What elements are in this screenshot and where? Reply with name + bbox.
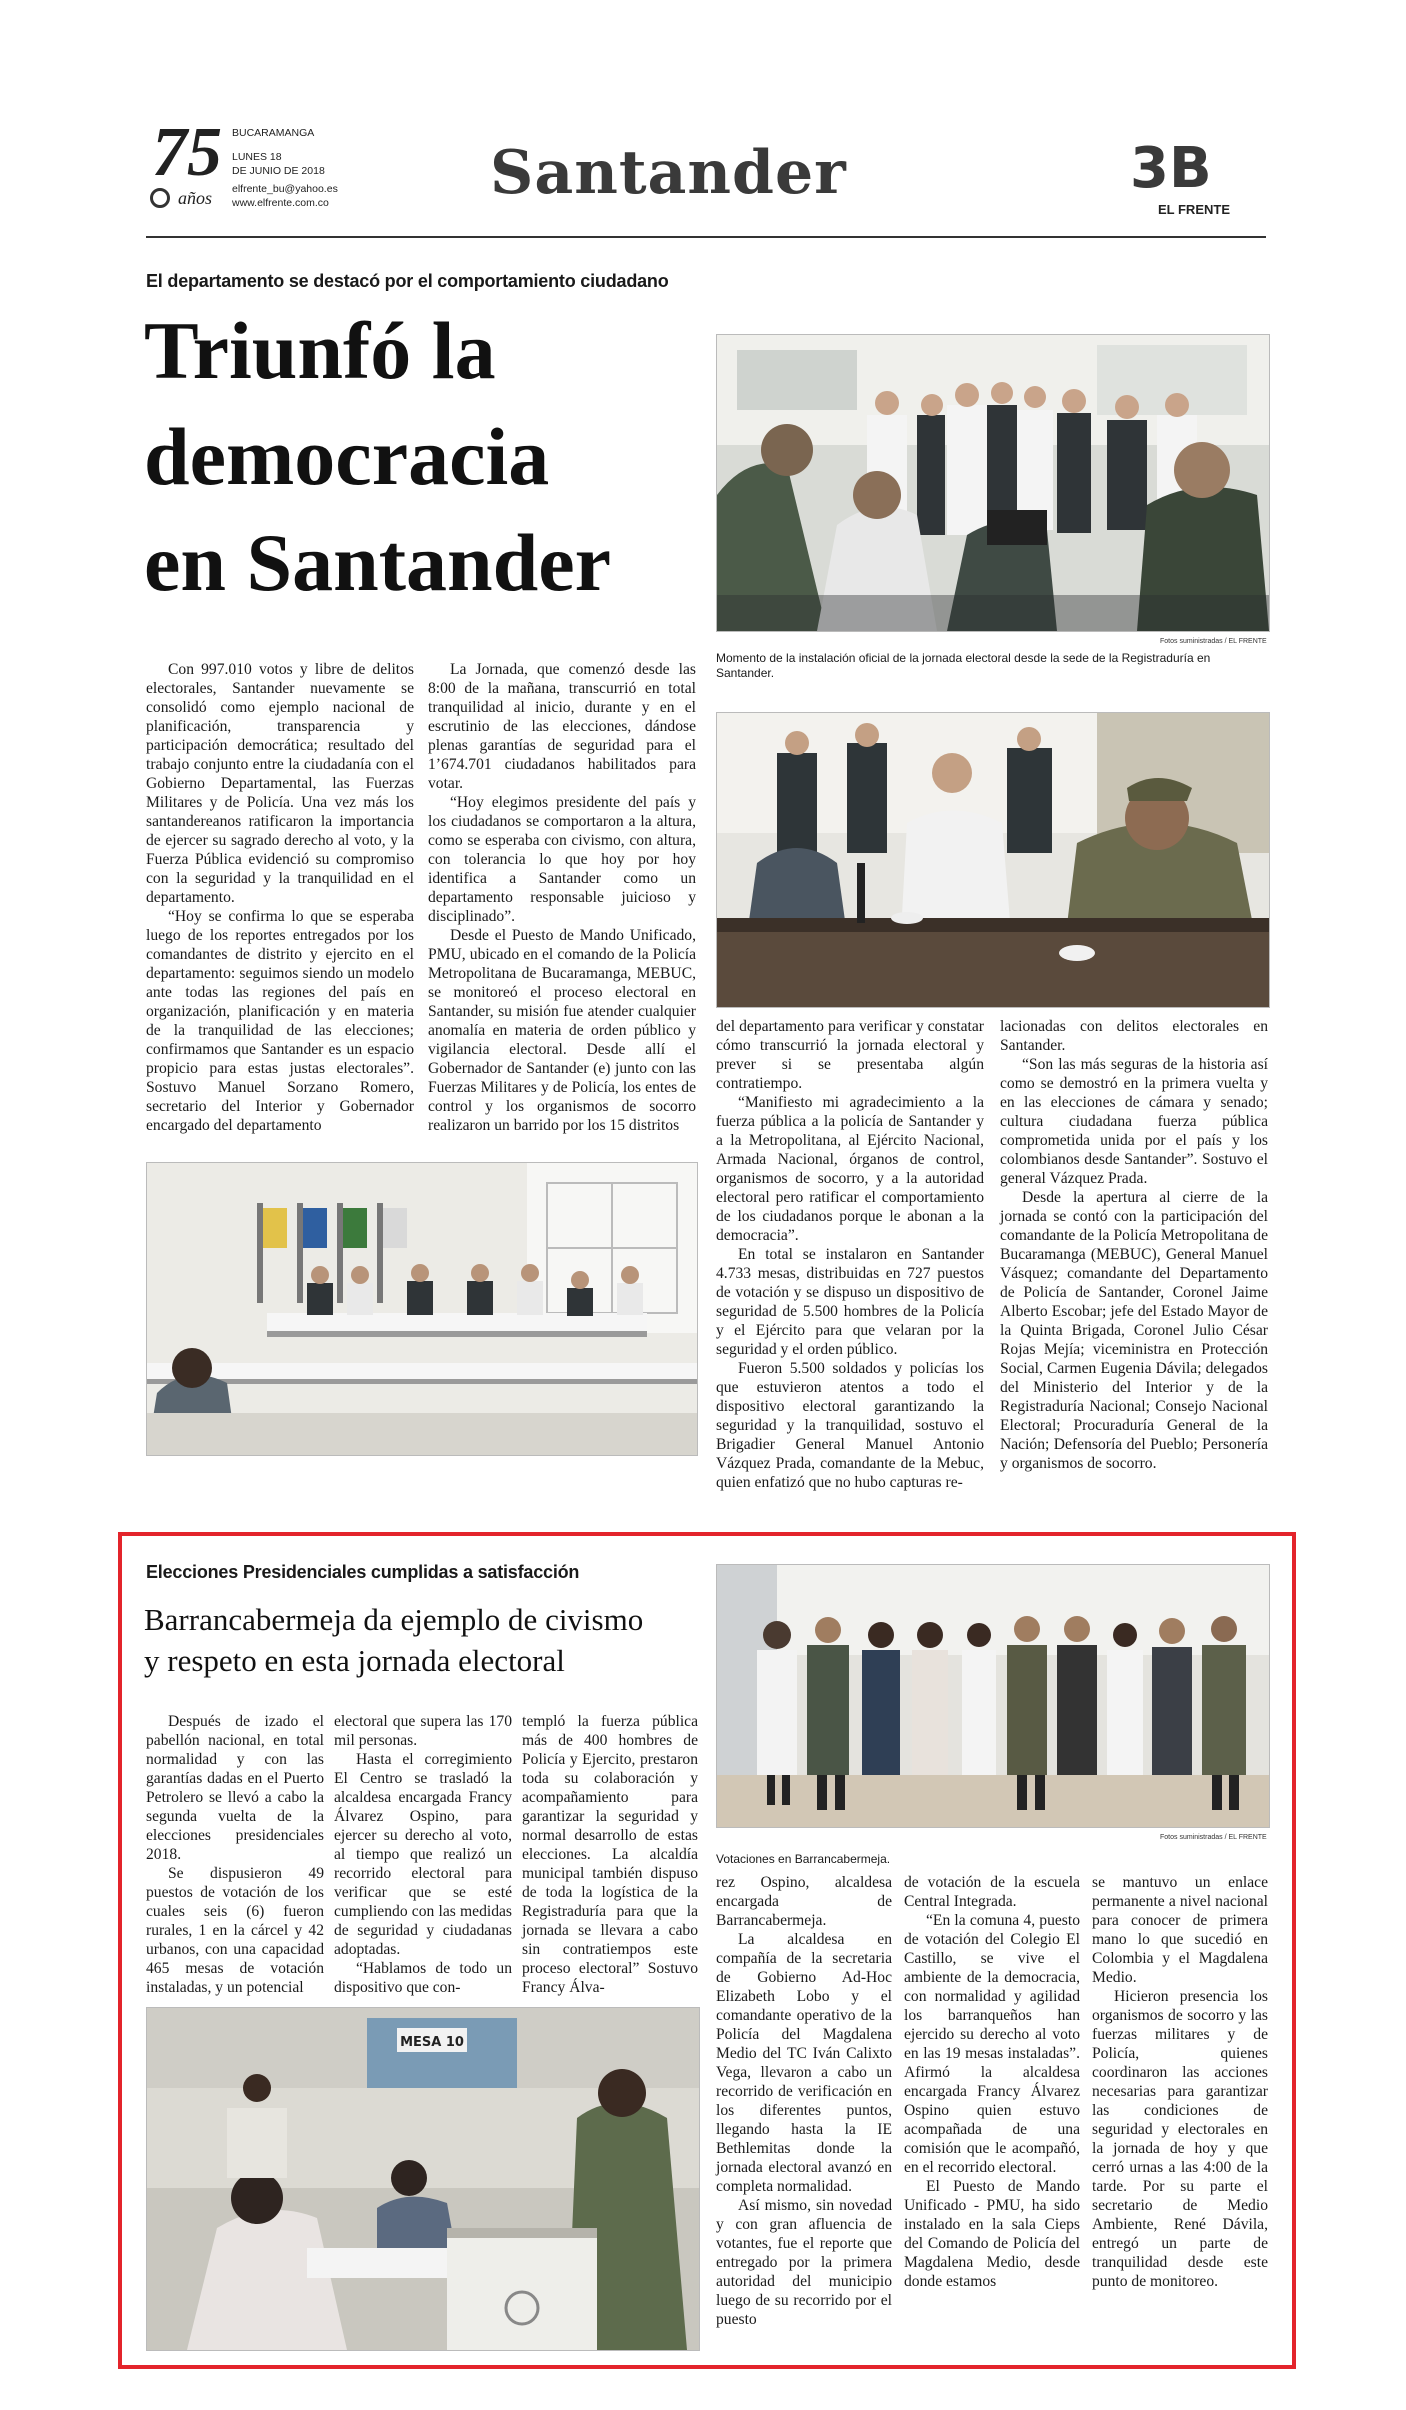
meeting-room-image xyxy=(147,1163,697,1455)
publication-name: EL FRENTE xyxy=(1158,202,1230,217)
page-number: 3B xyxy=(1130,136,1212,201)
paragraph: rez Ospino, alcaldesa encargada de Barrancabermeja. xyxy=(716,1874,892,1929)
article2-headline xyxy=(144,1599,643,1681)
paragraph: “Hoy se confirma lo que se esperaba luego de los reportes entregados por los comandantes de distrito y ejercito en el departamento: seguimos siendo un modelo ante todas las regiones del país en organización, planificación y en materia de la tranquilidad de las elecciones; confirmamos que Santander es un espacio propicio para estas justas electorales”. Sostuvo Manuel Sorzano Romero, secretario del Interior y Gobernador encargado del departamento xyxy=(146,908,414,1134)
paragraph: En total se instalaron en Santander 4.733 mesas, distribuidas en 727 puestos de votación y se dispuso un dispositivo de seguridad de 5.500 hombres de la Policía y el Ejército para que velaran por la seguridad y el orden público. xyxy=(716,1246,984,1358)
section-title: Santander xyxy=(490,138,847,208)
voting-booth-image xyxy=(147,2008,699,2350)
press-crowd-image xyxy=(717,335,1269,631)
article1-caption: Momento de la instalación oficial de la jornada electoral desde la sede de la Registraduría en Santander. xyxy=(716,651,1211,680)
photo-voting-booth xyxy=(146,2007,700,2351)
article2-col6 xyxy=(1092,1873,1268,2291)
paragraph: Desde el Puesto de Mando Unificado, PMU, ubicado en el comando de la Policía Metropolitana de Bucaramanga, MEBUC, se monitoreó el proceso electoral en Santander, su misión fue atender cualquier anomalía en materia de orden público y vigilancia electoral. Desde allí el Gobernador de Santander (e) junto con las Fuerzas Militares y de Policía, los entes de control y los organismos de socorro realizaron un barrido por los 15 distritos xyxy=(428,927,696,1134)
paragraph: El Puesto de Mando Unificado - PMU, ha sido instalado en la sala Cieps del Comando de Policía del Magdalena Medio, desde donde estamos xyxy=(904,2178,1080,2290)
paragraph: Se dispusieron 49 puestos de votación de los cuales seis (6) fueron rurales, 1 en la cárcel y 42 urbanos, con una capacidad 465 mesas de votación instaladas, y un potencial xyxy=(146,1865,324,1996)
issue-day: LUNES 18 xyxy=(232,151,282,163)
article2-col4 xyxy=(716,1873,892,2329)
headline-line: democracia xyxy=(144,411,550,502)
article1-col3 xyxy=(716,1017,984,1492)
paragraph: Desde la apertura al cierre de la jornada se contó con la participación del comandante de la Policía Metropolitana de Bucaramanga (MEBUC), General Manuel Vásquez; comandante del Departamento de Policía de Santander, Coronel Jaime Alberto Escobar; jefe del Estado Mayor de la Quinta Brigada, Coronel Julio César Rojas Mejía; viceministra en Protección Social, Carmen Eugenia Dávila; delegados del Ministerio del Interior y de la Registraduría Nacional; Consejo Nacional Electoral; Procuraduría General de la Nación; Defensoría del Pueblo; Personería y organismos de socorro. xyxy=(1000,1189,1268,1472)
paragraph: Después de izado el pabellón nacional, en total normalidad y con las garantías dadas en el Puerto Petrolero se llevó a cabo la segunda vuelta de la elecciones presidenciales 2018. xyxy=(146,1713,324,1863)
article2-col2 xyxy=(334,1712,512,1997)
article2-kicker: Elecciones Presidenciales cumplidas a satisfacción xyxy=(146,1562,580,1582)
paragraph: “Hoy elegimos presidente del país y los ciudadanos se comportaron a la altura, como se esperaba con civismo, con altura, con tolerancia lo que hoy por hoy identifica a Santander como un departamento responsable juicioso y disciplinado”. xyxy=(428,794,696,925)
article2-photo-credit: Fotos suministradas / EL FRENTE xyxy=(1160,1834,1267,1841)
photo-officials-table xyxy=(716,712,1270,1008)
masthead-rule xyxy=(146,236,1266,238)
paragraph: “En la comuna 4, puesto de votación del Colegio El Castillo, se vive el ambiente de la democracia, con normalidad y agilidad los barranqueños han ejercido su derecho al voto en las 19 mesas instaladas”. Afirmó la alcaldesa encargada Francy Álvarez Ospino quien estuvo acompañada de una comisión que le acompañó, en el recorrido electoral. xyxy=(904,1912,1080,2176)
paragraph: La alcaldesa en compañía de la secretaria de Gobierno Ad-Hoc Elizabeth Lobo y el comandante operativo de la Policía del Magdalena Medio del TC Iván Calixto Vega, llevaron a cabo un recorrido de verificación en los diferentes puntos, llegando hasta la IE Bethlemitas donde la jornada electoral avanzó en completa normalidad. xyxy=(716,1931,892,2195)
paragraph: “Manifiesto mi agradecimiento a la fuerza pública a la policía de Santander y a la Metropolitana, al Ejército Nacional, Armada Nacional, órganos de control, organismos de socorro, y a la autoridad electoral pero ratificar el comportamiento de los ciudadanos porque le abonan a la democracia”. xyxy=(716,1094,984,1244)
paragraph: Hicieron presencia los organismos de socorro y las fuerzas militares y de Policía, quienes coordinaron las acciones necesarias para garantizar las condiciones de seguridad y electorales en la jornada de hoy y que cerró urnas a las 4:00 de la tarde. Por su parte el secretario de Medio Ambiente, René Dávila, entregó un parte de tranquilidad desde este punto de monitoreo. xyxy=(1092,1988,1268,2290)
anniversary-word: años xyxy=(178,188,213,208)
article1-headline xyxy=(144,298,611,616)
article1-col1 xyxy=(146,660,414,1135)
paragraph: Hasta el corregimiento El Centro se trasladó la alcaldesa encargada Francy Álvarez Ospino, para ejercer su derecho al voto, al tiempo que realizó un recorrido electoral para verificar que se esté cumpliendo con las medidas de seguridad y ciudadanas adoptadas. xyxy=(334,1751,512,1958)
paragraph: lacionadas con delitos electorales en Santander. xyxy=(1000,1018,1268,1054)
article1-col2 xyxy=(428,660,696,1135)
paragraph: Fueron 5.500 soldados y policías los que estuvieron atentos a todo el dispositivo electoral garantizando la seguridad y la tranquilidad, sostuvo el Brigadier General Manuel Antonio Vázquez Prada, comandante de la Mebuc, quien enfatizó que no hubo capturas re- xyxy=(716,1360,984,1491)
paragraph: Así mismo, sin novedad y con gran afluencia de votantes, fue el reporte que entregado por la primera autoridad del municipio luego de su recorrido por el puesto xyxy=(716,2197,892,2328)
headline-line: en Santander xyxy=(144,517,612,608)
headline-line: y respeto en esta jornada electoral xyxy=(144,1643,565,1678)
paragraph: de votación de la escuela Central Integrada. xyxy=(904,1874,1080,1910)
article2-col3 xyxy=(522,1712,698,1997)
article1-photo-credit: Fotos suministradas / EL FRENTE xyxy=(1160,638,1267,645)
masthead-info xyxy=(232,126,338,210)
article1-col4 xyxy=(1000,1017,1268,1473)
masthead xyxy=(0,0,1406,250)
headline-line: Barrancabermeja da ejemplo de civismo xyxy=(144,1602,644,1637)
city: BUCARAMANGA xyxy=(232,127,315,139)
paragraph: electoral que supera las 170 mil personas. xyxy=(334,1713,512,1749)
article2-col1 xyxy=(146,1712,324,1997)
paragraph: templó la fuerza pública más de 400 hombres de Policía y Ejercito, prestaron toda su colaboración y acompañamiento para garantizar la seguridad y normal desarrollo de estas elecciones. La alcaldía municipal también dispuso de toda la logística de la Registraduría para que la jornada se llevara a cabo sin contratiempos este proceso electoral” Sostuvo Francy Álva- xyxy=(522,1713,698,1996)
booth-sign: MESA 10 xyxy=(400,2035,464,2050)
headline-line: Triunfó la xyxy=(144,305,496,396)
article2-caption: Votaciones en Barrancabermeja. xyxy=(716,1852,891,1866)
photo-group-lineup xyxy=(716,1564,1270,1828)
group-lineup-image xyxy=(717,1565,1269,1827)
paragraph: “Hablamos de todo un dispositivo que con- xyxy=(334,1960,512,1996)
paragraph: “Son las más seguras de la historia así como se demostró en la primera vuelta y en las elecciones de cámara y senado; cultura ciudadana fuerza pública comprometida unida por el país y los colombianos desde Santander”. Sostuvo el general Vázquez Prada. xyxy=(1000,1056,1268,1187)
anniversary-logo xyxy=(150,114,230,218)
photo-press-crowd xyxy=(716,334,1270,632)
anniversary-number: 75 xyxy=(152,114,222,191)
film-reel-icon xyxy=(150,188,170,208)
issue-date: DE JUNIO DE 2018 xyxy=(232,165,325,177)
website: www.elfrente.com.co xyxy=(232,197,329,209)
paragraph: Con 997.010 votos y libre de delitos electorales, Santander nuevamente se consolidó como ejemplo nacional de planificación, transparencia y participación democrática; resultado del trabajo conjunto entre la ciudadanía con el Gobierno Departamental, las Fuerzas Militares y de Policía. Una vez más los santandereanos ratificaron la importancia de ejercer su sagrado derecho al voto, y la Fuerza Pública evidenció su compromiso con la seguridad y la tranquilidad en el departamento. xyxy=(146,661,414,906)
paragraph: del departamento para verificar y constatar cómo transcurrió la jornada electoral y prever si se presentaba algún contratiempo. xyxy=(716,1018,984,1092)
paragraph: La Jornada, que comenzó desde las 8:00 de la mañana, transcurrió en total tranquilidad al inicio, durante y en el escrutinio de las elecciones, dándose plenas garantías de seguridad para el 1’674.701 ciudadanos habilitados para votar. xyxy=(428,661,696,792)
paragraph: se mantuvo un enlace permanente a nivel nacional para conocer de primera mano lo que sucedió en Colombia y el Magdalena Medio. xyxy=(1092,1874,1268,1986)
photo-meeting-room xyxy=(146,1162,698,1456)
article1-kicker: El departamento se destacó por el comportamiento ciudadano xyxy=(146,271,669,291)
email: elfrente_bu@yahoo.es xyxy=(232,183,338,195)
officials-table-image xyxy=(717,713,1269,1007)
article2-col5 xyxy=(904,1873,1080,2291)
